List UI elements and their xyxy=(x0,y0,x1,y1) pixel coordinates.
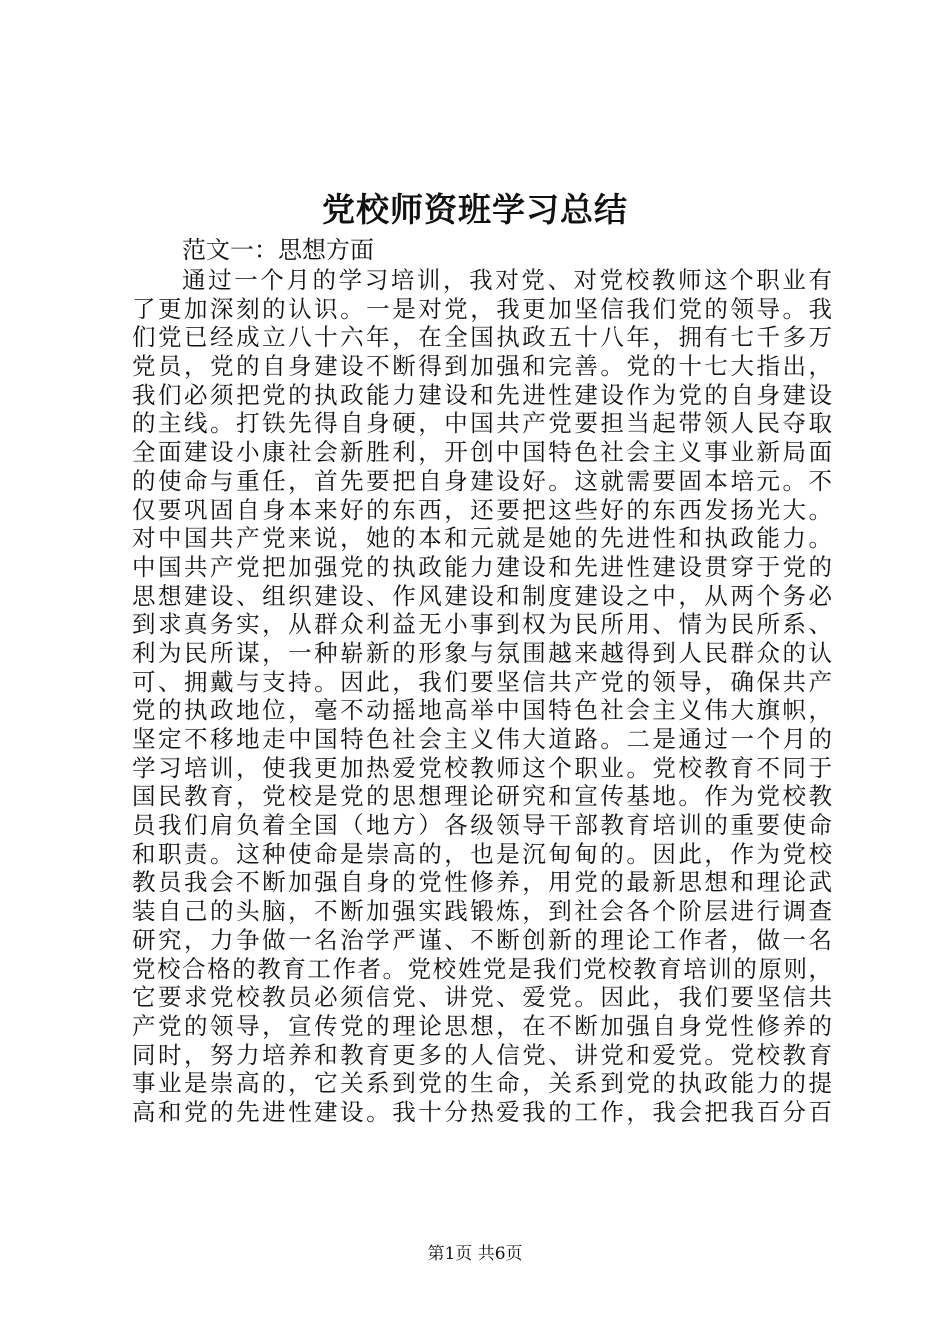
document-body xyxy=(132,266,832,1127)
body-line: 党员，党的自身建设不断得到加强和完善。党的十七大指出， xyxy=(132,352,832,381)
body-line: 学习培训，使我更加热爱党校教师这个职业。党校教育不同于 xyxy=(132,753,832,782)
page-number-footer: 第1页 共6页 xyxy=(427,1244,523,1264)
body-line: 通过一个月的学习培训，我对党、对党校教师这个职业有 xyxy=(182,266,832,294)
body-line: 利为民所谋，一种崭新的形象与氛围越来越得到人民群众的认 xyxy=(132,638,832,667)
body-line: 中国共产党把加强党的执政能力建设和先进性建设贯穿于党的 xyxy=(132,552,832,581)
body-line: 同时，努力培养和教育更多的人信党、讲党和爱党。党校教育 xyxy=(132,1040,832,1069)
body-line: 们党已经成立八十六年，在全国执政五十八年，拥有七千多万 xyxy=(132,323,832,352)
body-line: 研究，力争做一名治学严谨、不断创新的理论工作者，做一名 xyxy=(132,925,832,954)
body-line: 国民教育，党校是党的思想理论研究和宣传基地。作为党校教 xyxy=(132,782,832,811)
body-line: 仅要巩固自身本来好的东西，还要把这些好的东西发扬光大。 xyxy=(132,495,832,524)
body-line: 坚定不移地走中国特色社会主义伟大道路。二是通过一个月的 xyxy=(132,725,832,753)
section-heading: 范文一：思想方面 xyxy=(182,236,374,264)
body-line: 到求真务实，从群众利益无小事到权为民所用、情为民所系、 xyxy=(132,610,832,639)
body-line: 员我们肩负着全国（地方）各级领导干部教育培训的重要使命 xyxy=(132,811,832,840)
body-line: 对中国共产党来说，她的本和元就是她的先进性和执政能力。 xyxy=(132,524,832,553)
body-line: 和职责。这种使命是崇高的，也是沉甸甸的。因此，作为党校 xyxy=(132,839,832,868)
body-line: 党的执政地位，毫不动摇地高举中国特色社会主义伟大旗帜， xyxy=(132,696,832,725)
body-line: 教员我会不断加强自身的党性修养，用党的最新思想和理论武 xyxy=(132,868,832,897)
body-line: 党校合格的教育工作者。党校姓党是我们党校教育培训的原则， xyxy=(132,954,832,983)
body-line: 的主线。打铁先得自身硬，中国共产党要担当起带领人民夺取 xyxy=(132,409,832,438)
body-line: 高和党的先进性建设。我十分热爱我的工作，我会把我百分百 xyxy=(132,1097,832,1126)
document-title: 党校师资班学习总结 xyxy=(322,190,628,229)
body-line: 我们必须把党的执政能力建设和先进性建设作为党的自身建设 xyxy=(132,380,832,409)
body-line: 全面建设小康社会新胜利，开创中国特色社会主义事业新局面 xyxy=(132,438,832,467)
body-line: 产党的领导，宣传党的理论思想，在不断加强自身党性修养的 xyxy=(132,1011,832,1040)
body-line: 思想建设、组织建设、作风建设和制度建设之中，从两个务必 xyxy=(132,581,832,610)
body-line: 了更加深刻的认识。一是对党，我更加坚信我们党的领导。我 xyxy=(132,294,832,323)
body-line: 它要求党校教员必须信党、讲党、爱党。因此，我们要坚信共 xyxy=(132,983,832,1012)
body-line: 装自己的头脑，不断加强实践锻炼，到社会各个阶层进行调查 xyxy=(132,897,832,926)
body-line: 的使命与重任，首先要把自身建设好。这就需要固本培元。不 xyxy=(132,466,832,495)
body-line: 事业是崇高的，它关系到党的生命，关系到党的执政能力的提 xyxy=(132,1069,832,1098)
body-line: 可、拥戴与支持。因此，我们要坚信共产党的领导，确保共产 xyxy=(132,667,832,696)
